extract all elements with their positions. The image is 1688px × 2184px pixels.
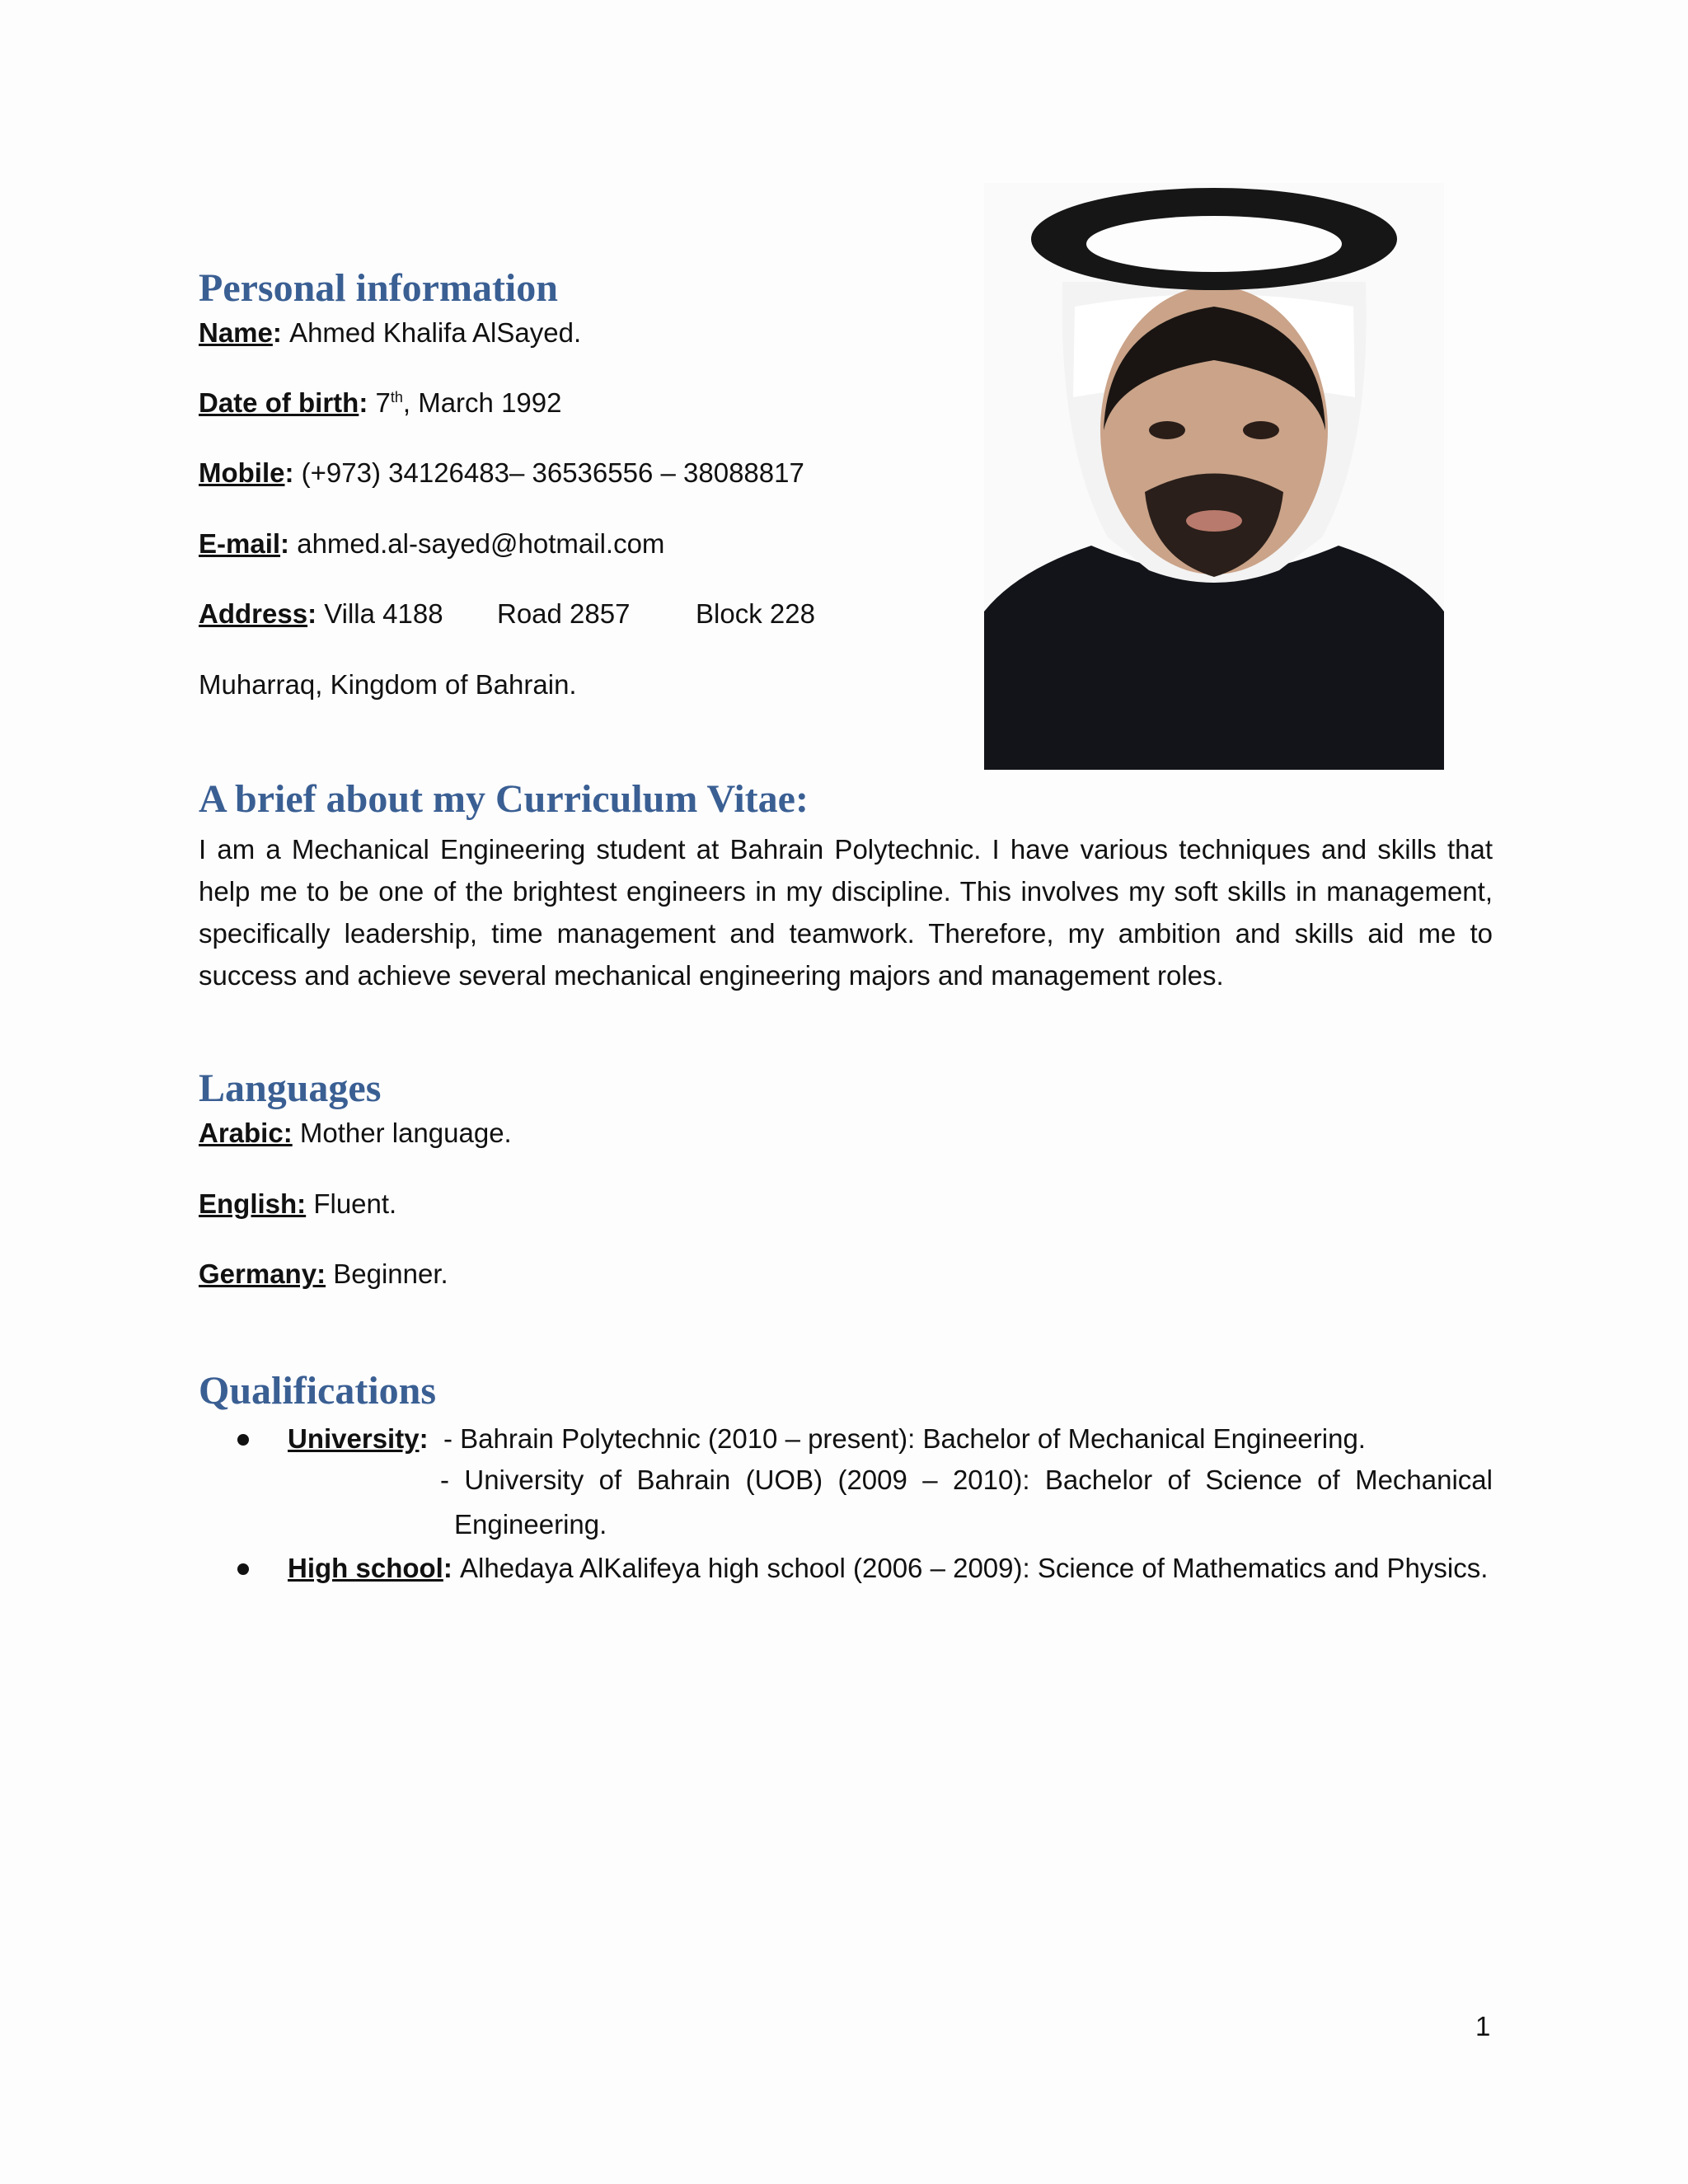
dob-rest: , March 1992: [402, 387, 562, 418]
email-value[interactable]: ahmed.al-sayed@hotmail.com: [297, 528, 665, 559]
address-label: Address: [199, 598, 308, 629]
page-number: 1: [1475, 2011, 1491, 2041]
highschool-label: High school: [288, 1553, 443, 1583]
language-item: [199, 1188, 396, 1221]
university-line-1: - Bahrain Polytechnic (2010 – present): Bachelor of Mechanical Engineering.: [443, 1423, 1366, 1454]
name-line: Name: Ahmed Khalifa AlSayed.: [199, 317, 582, 348]
language-level: Fluent.: [313, 1188, 397, 1219]
personal-information-heading: Personal information: [199, 266, 558, 310]
qualifications-heading: Qualifications: [199, 1369, 437, 1413]
language-level: Mother language.: [299, 1118, 512, 1148]
languages-heading: Languages: [199, 1066, 382, 1110]
profile-photo-illustration: [984, 183, 1444, 770]
name-value: Ahmed Khalifa AlSayed.: [289, 317, 582, 348]
dob-line: Date of birth: 7th, March 1992: [199, 387, 562, 418]
dob-day: 7: [375, 387, 391, 418]
address-villa: Villa 4188: [324, 598, 443, 629]
profile-photo: [984, 183, 1444, 770]
language-label: Arabic:: [199, 1118, 293, 1148]
language-level: Beginner.: [333, 1258, 448, 1289]
brief-heading: A brief about my Curriculum Vitae:: [199, 777, 809, 821]
brief-text: I am a Mechanical Engineering student at Bahrain Polytechnic. I have various techniques and skills that help me to be one of the brightest engineers in my discipline. This involves my soft skills in management, specifically leadership, time management and teamwork. Therefore, my ambition and skills aid me to success and achieve several mechanical engineering majors and management roles.: [199, 834, 1493, 991]
address-city: Muharraq, Kingdom of Bahrain.: [199, 669, 577, 700]
mobile-line: Mobile: (+973) 34126483– 36536556 – 38088817: [199, 457, 804, 488]
dob-label: Date of birth: [199, 387, 359, 418]
university-label: University: [288, 1423, 420, 1454]
university-line-3: Engineering.: [454, 1509, 607, 1540]
highschool-line: High school: Alhedaya AlKalifeya high school (2006 – 2009): Science of Mathematics and Physics.: [288, 1553, 1489, 1583]
mobile-label: Mobile: [199, 457, 285, 488]
address-road: Road 2857: [497, 598, 631, 629]
university-line: University:: [288, 1423, 429, 1454]
language-label: Germany:: [199, 1258, 326, 1289]
language-item: [199, 1117, 512, 1150]
email-label: E-mail: [199, 528, 281, 559]
bullet-icon: [237, 1434, 249, 1446]
university-line-2: - University of Bahrain (UOB) (2009 – 2010): Bachelor of Science of Mechanical: [440, 1465, 1493, 1495]
name-label: Name: [199, 317, 273, 348]
bullet-icon: [237, 1563, 249, 1575]
language-label: English:: [199, 1188, 307, 1219]
highschool-value: Alhedaya AlKalifeya high school (2006 – 2009): Science of Mathematics and Physics.: [460, 1553, 1489, 1583]
dob-suffix: th: [390, 389, 403, 405]
email-line: E-mail: ahmed.al-sayed@hotmail.com: [199, 528, 665, 559]
language-item: [199, 1258, 448, 1291]
address-block: Block 228: [696, 598, 815, 629]
mobile-value: (+973) 34126483– 36536556 – 38088817: [301, 457, 804, 488]
address-line: Address: Villa 4188: [199, 598, 443, 629]
